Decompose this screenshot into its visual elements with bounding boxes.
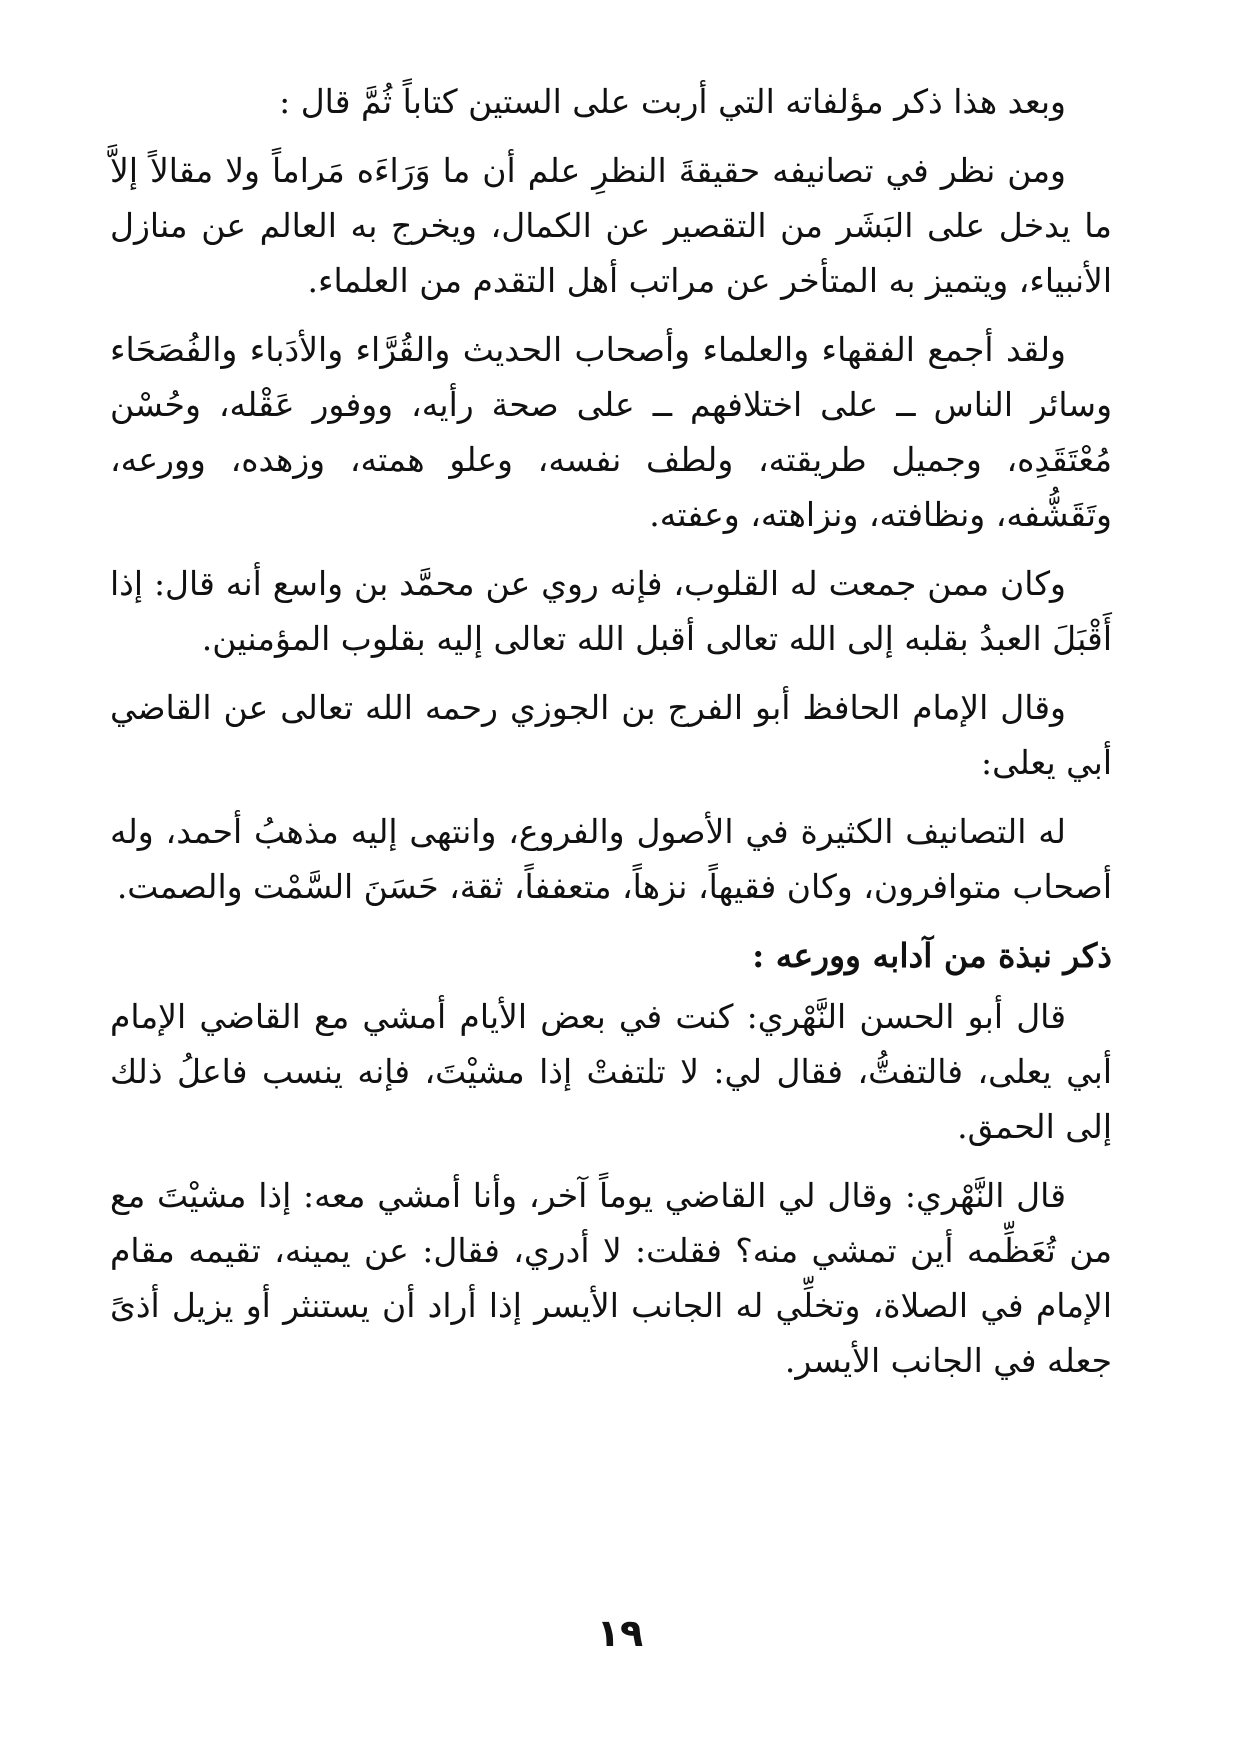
- section-heading: ذكر نبذة من آدابه وورعه :: [752, 936, 1112, 975]
- page-number: ١٩: [596, 1611, 644, 1655]
- paragraph-3: ولقد أجمع الفقهاء والعلماء وأصحاب الحديث والقُرَّاء والأدَباء والفُصَحَاء وسائر الناس ــ على اختلافهم ــ على صحة رأيه، ووفور عَقْله، وحُسْن مُعْتَقَدِه، وجميل طريقته، ولطف نفسه، وعلو همته، وزهده، وورعه، وتَقَشُّفه، ونظافته، ونزاهته، وعفته.: [110, 330, 1112, 534]
- paragraph-5: وقال الإمام الحافظ أبو الفرج بن الجوزي رحمه الله تعالى عن القاضي أبي يعلى:: [110, 688, 1112, 782]
- paragraph-8: قال النَّهْري: وقال لي القاضي يوماً آخر، وأنا أمشي معه: إذا مشيْتَ مع من تُعَظِّمه أين تمشي منه؟ فقلت: لا أدري، فقال: عن يمينه، تقيمه مقام الإمام في الصلاة، وتخلِّي له الجانب الأيسر إذا أراد أن يستنثر أو يزيل أذىً جعله في الجانب الأيسر.: [110, 1176, 1112, 1380]
- paragraph-1: وبعد هذا ذكر مؤلفاته التي أربت على الستين كتاباً ثُمَّ قال :: [279, 82, 1066, 121]
- paragraph-7: قال أبو الحسن النَّهْري: كنت في بعض الأيام أمشي مع القاضي الإمام أبي يعلى، فالتفتُّ، فقال لي: لا تلتفتْ إذا مشيْتَ، فإنه ينسب فاعلُ ذلك إلى الحمق.: [110, 997, 1112, 1146]
- page-body: [110, 74, 1112, 1402]
- paragraph-4: وكان ممن جمعت له القلوب، فإنه روي عن محمَّد بن واسع أنه قال: إذا أَقْبَلَ العبدُ بقلبه إلى الله تعالى أقبل الله تعالى إليه بقلوب المؤمنين.: [110, 564, 1112, 658]
- paragraph-6: له التصانيف الكثيرة في الأصول والفروع، وانتهى إليه مذهبُ أحمد، وله أصحاب متوافرون، وكان فقيهاً، نزهاً، متعففاً، ثقة، حَسَنَ السَّمْت والصمت.: [110, 812, 1112, 906]
- paragraph-2: ومن نظر في تصانيفه حقيقةَ النظرِ علم أن ما وَرَاءَه مَراماً ولا مقالاً إلاَّ ما يدخل على البَشَر من التقصير عن الكمال، ويخرج به العالم عن منازل الأنبياء، ويتميز به المتأخر عن مراتب أهل التقدم من العلماء.: [110, 151, 1112, 300]
